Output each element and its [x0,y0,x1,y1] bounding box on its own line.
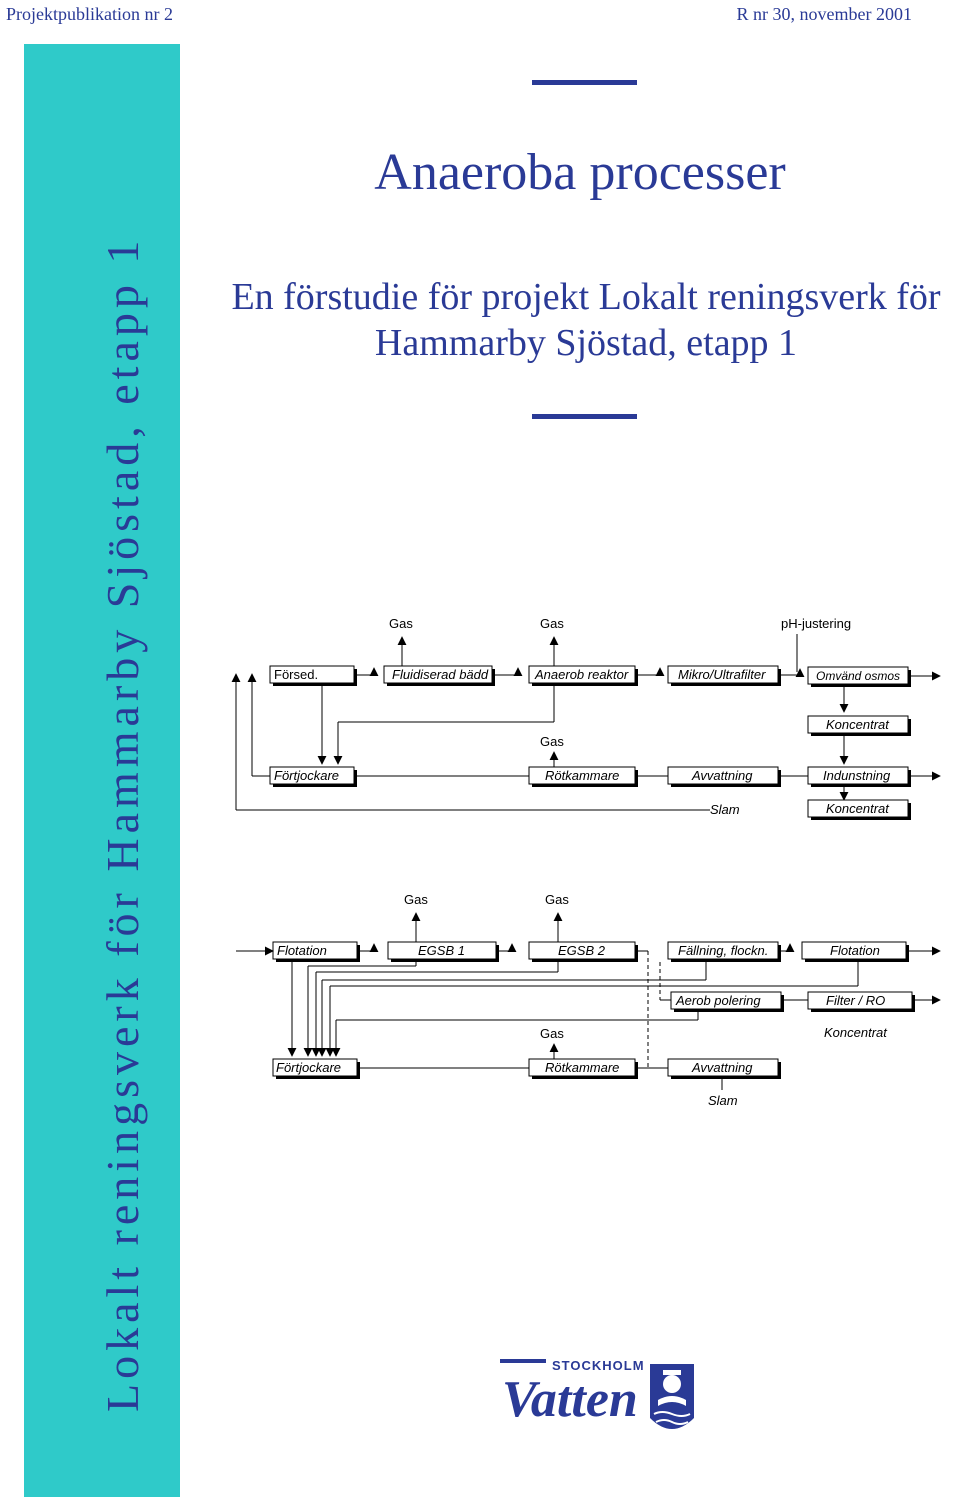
header-report-number: R nr 30, november 2001 [736,4,912,24]
d2-box-rotkammare: Rötkammare [545,1060,620,1075]
d2-box-egsb-2: EGSB 2 [558,943,605,958]
d2-box-flotation-2: Flotation [830,943,880,958]
d2-box-egsb-1: EGSB 1 [418,943,465,958]
d1-gas-label-1: Gas [389,616,413,631]
d1-box-avvattning: Avvattning [692,768,753,783]
d2-gas-label-3: Gas [540,1026,564,1041]
d2-slam: Slam [708,1093,738,1108]
d1-gas-label-2: Gas [540,616,564,631]
d1-box-mikro-ultrafilter: Mikro/Ultrafilter [678,667,766,682]
side-band-text: Lokalt reningsverk för Hammarby Sjöstad, etapp 1 [97,235,148,1412]
d1-box-fortjockare: Förtjockare [274,768,340,783]
d2-gas-label-1: Gas [404,892,428,907]
d1-box-koncentrat-bottom: Koncentrat [826,801,889,816]
stockholm-vatten-logo [500,1356,700,1446]
d1-box-omvand-osmos: Omvänd osmos [816,669,901,683]
diagram-1 [236,616,940,820]
d2-koncentrat: Koncentrat [824,1025,887,1040]
d2-box-flotation-1: Flotation [277,943,327,958]
header-publication: Projektpublikation nr 2 [6,4,173,24]
d1-box-indunstning: Indunstning [823,768,891,783]
d1-box-anaerob-reaktor: Anaerob reaktor [535,667,629,682]
logo-brand-main: Vatten [502,1371,638,1428]
d1-ph-label: pH-justering [781,616,852,631]
subtitle-line-2: Hammarby Sjöstad, etapp 1 [374,322,798,364]
subtitle-line-1: En förstudie för projekt Lokalt reningsverk för [231,276,941,318]
d2-box-aerob-polering: Aerob polering [676,993,761,1008]
d2-box-fortjockare: Förtjockare [276,1060,342,1075]
d2-box-filter-ro: Filter / RO [826,993,886,1008]
d1-gas-label-3: Gas [540,734,564,749]
d2-box-fallning: Fällning, flockn. [678,943,769,958]
d2-box-avvattning: Avvattning [692,1060,753,1075]
d1-box-fluidiserad: Fluidiserad bädd [392,667,489,682]
d1-box-koncentrat-top: Koncentrat [826,717,889,732]
diagram-2 [236,892,940,1108]
d1-box-forsed: Försed. [274,667,319,682]
logo-brand-top: STOCKHOLM [552,1358,645,1373]
d1-box-rotkammare: Rötkammare [545,768,620,783]
page-title: Anaeroba processer [374,144,786,201]
d2-gas-label-2: Gas [545,892,569,907]
d1-slam: Slam [710,802,740,817]
saint-erik-emblem [650,1364,694,1429]
